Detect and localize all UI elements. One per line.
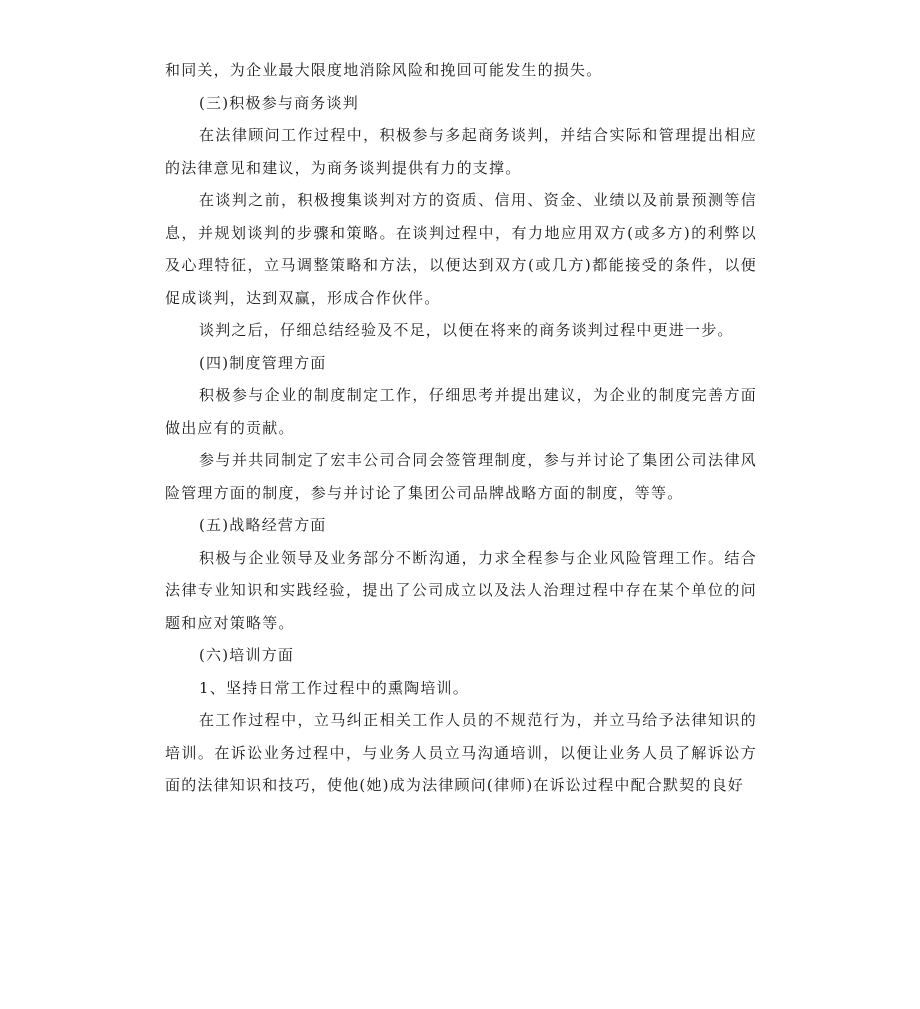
list-item-daily-training: 1、坚持日常工作过程中的熏陶培训。 [199, 678, 469, 697]
document-page [165, 54, 757, 802]
section-heading-system-management: (四)制度管理方面 [199, 353, 327, 372]
paragraph-strategy-operation: 积极与企业领导及业务部分不断沟通，力求全程参与企业风险管理工作。结合法律专业知识和实践经验，提出了公司成立以及法人治理过程中存在某个单位的问题和应对策略等。 [165, 548, 757, 632]
section-heading-business-negotiation: (三)积极参与商务谈判 [199, 93, 359, 112]
paragraph-negotiation-participation: 在法律顾问工作过程中，积极参与多起商务谈判，并结合实际和管理提出相应的法律意见和建议，为商务谈判提供有力的支撑。 [165, 126, 757, 177]
paragraph-work-training: 在工作过程中，立马纠正相关工作人员的不规范行为，并立马给予法律知识的培训。在诉讼业务过程中，与业务人员立马沟通培训，以便让业务人员了解诉讼方面的法律知识和技巧，使他(她)成为法律顾问(律师)在诉讼过程中配合默契的良好 [165, 711, 757, 794]
paragraph-system-examples: 参与并共同制定了宏丰公司合同会签管理制度，参与并讨论了集团公司法律风险管理方面的制度，参与并讨论了集团公司品牌战略方面的制度，等等。 [165, 451, 757, 502]
paragraph-continuation: 和同关，为企业最大限度地消除风险和挽回可能发生的损失。 [165, 61, 603, 79]
paragraph-system-formulation: 积极参与企业的制度制定工作，仔细思考并提出建议，为企业的制度完善方面做出应有的贡献。 [165, 386, 757, 437]
section-heading-strategy-operation: (五)战略经营方面 [199, 516, 327, 534]
paragraph-after-negotiation: 谈判之后，仔细总结经验及不足，以便在将来的商务谈判过程中更进一步。 [199, 321, 734, 339]
paragraph-before-negotiation: 在谈判之前，积极搜集谈判对方的资质、信用、资金、业绩以及前景预测等信息，并规划谈判的步骤和策略。在谈判过程中，有力地应用双方(或多方)的利弊以及心理特征，立马调整策略和方法，以便达到双方(或几方)都能接受的条件，以便促成谈判，达到双赢，形成合作伙伴。 [165, 191, 757, 307]
section-heading-training: (六)培训方面 [199, 646, 295, 664]
